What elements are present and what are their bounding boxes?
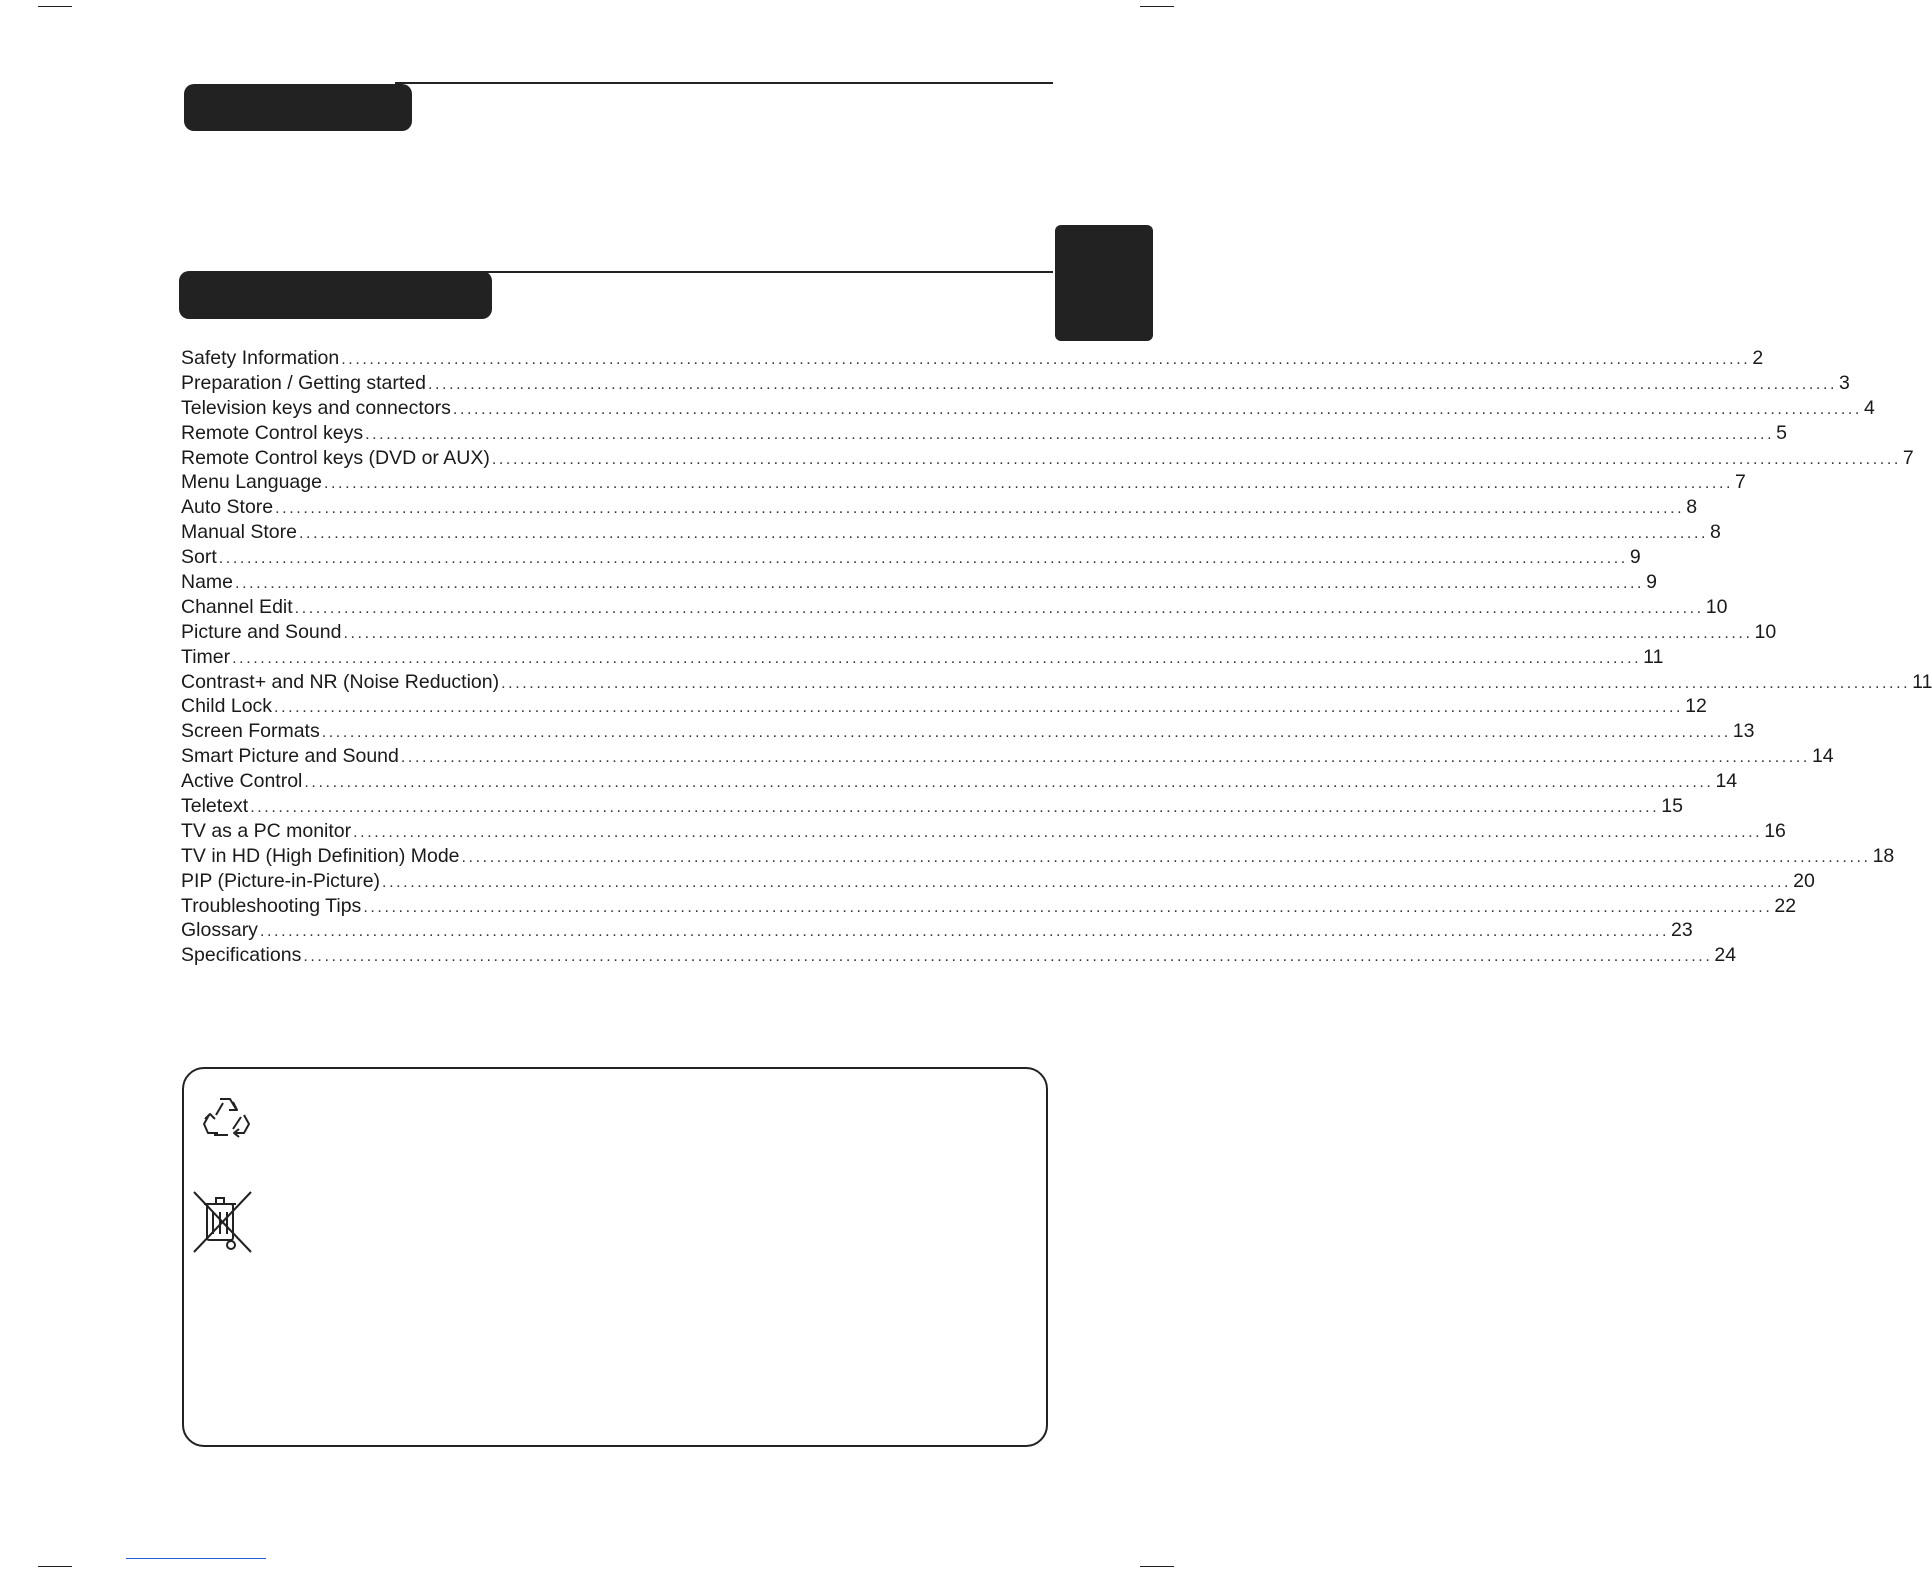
toc-dot-leader: ........................................................................................................................................................................................................ bbox=[235, 575, 1645, 593]
toc-entry[interactable] bbox=[181, 670, 1932, 695]
section-header-tab bbox=[184, 84, 412, 131]
toc-entry[interactable] bbox=[181, 346, 1764, 371]
toc-dot-leader: ........................................................................................................................................................................................................ bbox=[363, 898, 1773, 916]
toc-entry-page: 8 bbox=[1686, 496, 1698, 519]
toc-entry-title: Active Control bbox=[181, 770, 303, 793]
toc-dot-leader: ........................................................................................................................................................................................................ bbox=[274, 699, 1684, 717]
toc-dot-leader: ........................................................................................................................................................................................................ bbox=[321, 724, 1731, 742]
toc-entry[interactable] bbox=[181, 819, 1786, 844]
toc-entry-title: Preparation / Getting started bbox=[181, 371, 426, 394]
toc-entry-title: PIP (Picture-in-Picture) bbox=[181, 869, 381, 892]
toc-entry-page: 23 bbox=[1671, 919, 1693, 942]
toc-entry-page: 11 bbox=[1912, 670, 1932, 693]
toc-entry-page: 20 bbox=[1793, 869, 1815, 892]
toc-entry-title: Auto Store bbox=[181, 496, 274, 519]
toc-entry[interactable] bbox=[181, 918, 1693, 943]
toc-dot-leader: ........................................................................................................................................................................................................ bbox=[303, 948, 1713, 966]
toc-entry-title: Child Lock bbox=[181, 695, 273, 718]
toc-entry[interactable] bbox=[181, 595, 1728, 620]
crop-mark bbox=[38, 1566, 72, 1567]
toc-entry[interactable] bbox=[181, 620, 1777, 645]
crop-mark bbox=[38, 6, 72, 7]
toc-entry-title: Channel Edit bbox=[181, 595, 293, 618]
toc-entry[interactable] bbox=[181, 396, 1875, 421]
toc-entry-title: Remote Control keys bbox=[181, 421, 364, 444]
toc-entry-title: Menu Language bbox=[181, 471, 322, 494]
toc-entry-title: Glossary bbox=[181, 919, 258, 942]
toc-entry-title: Picture and Sound bbox=[181, 620, 342, 643]
toc-entry-title: Name bbox=[181, 571, 234, 594]
toc-entry[interactable] bbox=[181, 520, 1721, 545]
toc-entry[interactable] bbox=[181, 545, 1641, 570]
toc-entry-title: Television keys and connectors bbox=[181, 396, 451, 419]
recycle-icon bbox=[200, 1093, 254, 1145]
contents-header-tab bbox=[179, 271, 492, 319]
toc-entry[interactable] bbox=[181, 371, 1850, 396]
toc-dot-leader: ........................................................................................................................................................................................................ bbox=[218, 550, 1628, 568]
toc-entry-page: 11 bbox=[1643, 645, 1664, 668]
toc-entry-title: Teletext bbox=[181, 795, 249, 818]
toc-entry-title: Sort bbox=[181, 546, 217, 569]
toc-entry-title: Remote Control keys (DVD or AUX) bbox=[181, 446, 490, 469]
toc-entry[interactable] bbox=[181, 794, 1683, 819]
toc-entry-page: 10 bbox=[1705, 595, 1728, 618]
toc-dot-leader: ........................................................................................................................................................................................................ bbox=[323, 475, 1734, 493]
crop-mark bbox=[1140, 1566, 1174, 1567]
toc-entry-page: 15 bbox=[1661, 795, 1683, 818]
side-language-tab bbox=[1055, 225, 1153, 341]
section-rule bbox=[480, 271, 1053, 273]
toc-dot-leader: ........................................................................................................................................................................................................ bbox=[501, 674, 1911, 692]
toc-dot-leader: ........................................................................................................................................................................................................ bbox=[259, 923, 1669, 941]
toc-entry[interactable] bbox=[181, 869, 1815, 894]
toc-dot-leader: ........................................................................................................................................................................................................ bbox=[341, 351, 1751, 368]
toc-entry[interactable] bbox=[181, 694, 1707, 719]
toc-entry-title: Specifications bbox=[181, 944, 302, 967]
toc-dot-leader: ........................................................................................................................................................................................................ bbox=[427, 375, 1838, 393]
toc-entry-page: 7 bbox=[1735, 471, 1746, 494]
toc-dot-leader: ........................................................................................................................................................................................................ bbox=[232, 649, 1642, 667]
toc-entry-page: 5 bbox=[1776, 421, 1787, 444]
section-rule bbox=[395, 82, 1053, 84]
toc-entry-title: Smart Picture and Sound bbox=[181, 745, 399, 768]
toc-entry[interactable] bbox=[181, 421, 1787, 446]
toc-dot-leader: ........................................................................................................................................................................................................ bbox=[275, 500, 1685, 518]
toc-dot-leader: ........................................................................................................................................................................................................ bbox=[365, 425, 1775, 443]
toc-entry[interactable] bbox=[181, 894, 1797, 919]
toc-entry[interactable] bbox=[181, 719, 1755, 744]
toc-entry[interactable] bbox=[181, 844, 1895, 869]
toc-entry-page: 14 bbox=[1715, 770, 1738, 793]
toc-dot-leader: ........................................................................................................................................................................................................ bbox=[294, 599, 1704, 617]
toc-entry-page: 7 bbox=[1902, 446, 1914, 469]
toc-entry-page: 22 bbox=[1774, 894, 1797, 917]
toc-entry-title: Manual Store bbox=[181, 521, 297, 544]
disposal-notice-box bbox=[182, 1067, 1048, 1447]
toc-entry[interactable] bbox=[181, 470, 1746, 495]
crossed-out-wheelie-bin-icon bbox=[191, 1190, 253, 1256]
toc-entry-title: Timer bbox=[181, 645, 231, 668]
toc-entry-page: 16 bbox=[1764, 819, 1786, 842]
toc-entry-title: Screen Formats bbox=[181, 720, 320, 743]
toc-entry-title: Contrast+ and NR (Noise Reduction) bbox=[181, 670, 500, 693]
toc-entry-page: 18 bbox=[1872, 844, 1895, 867]
toc-entry-page: 14 bbox=[1811, 745, 1834, 768]
toc-entry-page: 24 bbox=[1714, 944, 1737, 967]
footer-link-underline bbox=[126, 1558, 266, 1559]
toc-entry[interactable] bbox=[181, 446, 1914, 471]
toc-entry-page: 10 bbox=[1754, 620, 1777, 643]
toc-entry-title: TV as a PC monitor bbox=[181, 819, 352, 842]
toc-entry-page: 2 bbox=[1752, 347, 1764, 369]
toc-dot-leader: ........................................................................................................................................................................................................ bbox=[353, 823, 1763, 841]
crop-mark bbox=[1140, 6, 1174, 7]
toc-dot-leader: ........................................................................................................................................................................................................ bbox=[304, 774, 1714, 792]
toc-dot-leader: ........................................................................................................................................................................................................ bbox=[400, 749, 1810, 767]
toc-dot-leader: ........................................................................................................................................................................................................ bbox=[382, 873, 1792, 891]
toc-entry-title: TV in HD (High Definition) Mode bbox=[181, 844, 460, 867]
toc-entry-page: 13 bbox=[1732, 720, 1755, 743]
toc-dot-leader: ........................................................................................................................................................................................................ bbox=[343, 624, 1753, 642]
toc-dot-leader: ........................................................................................................................................................................................................ bbox=[491, 450, 1901, 468]
toc-entry-page: 3 bbox=[1839, 371, 1850, 394]
toc-dot-leader: ........................................................................................................................................................................................................ bbox=[461, 848, 1871, 866]
toc-dot-leader: ........................................................................................................................................................................................................ bbox=[250, 799, 1660, 817]
toc-entry-page: 12 bbox=[1685, 695, 1707, 718]
toc-dot-leader: ........................................................................................................................................................................................................ bbox=[452, 400, 1862, 418]
toc-entry-page: 9 bbox=[1646, 571, 1657, 594]
toc-entry-title: Safety Information bbox=[181, 347, 340, 369]
toc-entry[interactable] bbox=[181, 769, 1738, 794]
toc-dot-leader: ........................................................................................................................................................................................................ bbox=[298, 525, 1709, 543]
toc-entry[interactable] bbox=[181, 570, 1657, 595]
toc-entry[interactable] bbox=[181, 645, 1664, 670]
toc-entry-title: Troubleshooting Tips bbox=[181, 894, 362, 917]
toc-entry[interactable] bbox=[181, 495, 1698, 520]
toc-entry[interactable] bbox=[181, 744, 1834, 769]
toc-entry-page: 8 bbox=[1710, 521, 1721, 544]
table-of-contents bbox=[181, 346, 1932, 968]
toc-entry-page: 9 bbox=[1629, 546, 1641, 569]
toc-entry-page: 4 bbox=[1863, 396, 1875, 419]
toc-entry[interactable] bbox=[181, 943, 1737, 968]
